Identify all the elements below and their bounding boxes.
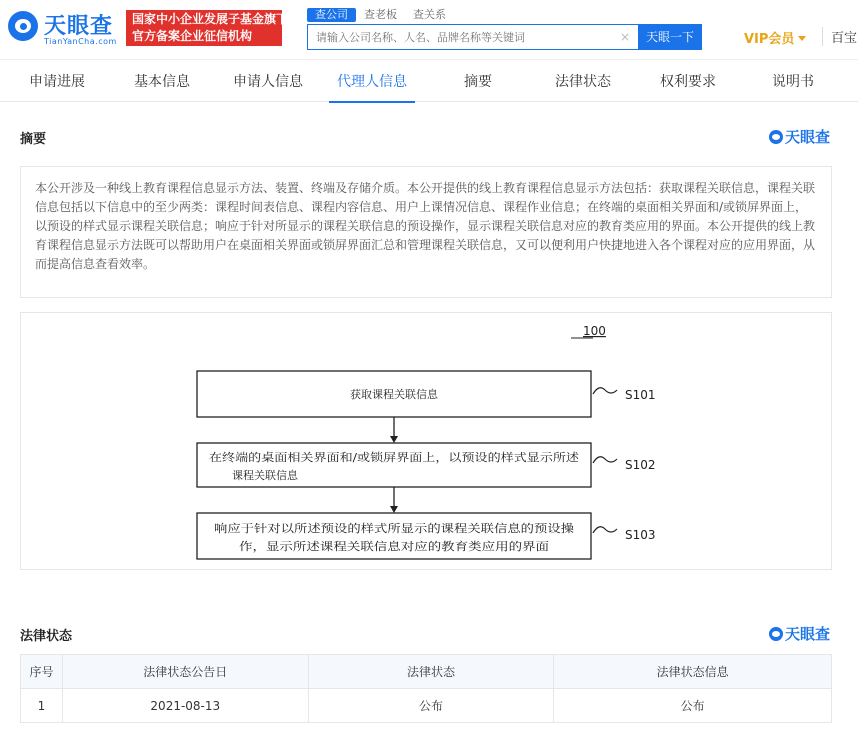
tab-legal-status[interactable]: 法律状态 <box>555 74 611 90</box>
cell-status-info: 公布 <box>554 689 832 723</box>
step-2-text-line-2: 课程关联信息 <box>232 469 298 482</box>
step-3-text-line-1: 响应于针对以所述预设的样式所显示的课程关联信息的预设操 <box>214 522 511 535</box>
watermark-text: 天眼查 <box>784 128 830 146</box>
step-3-leader <box>593 527 617 533</box>
step-1-label: S101 <box>625 388 656 402</box>
search-input[interactable] <box>308 25 618 49</box>
tab-description[interactable]: 说明书 <box>772 74 814 90</box>
tab-claims[interactable]: 权利要求 <box>660 74 716 90</box>
tab-agent-info[interactable]: 代理人信息 <box>337 62 407 102</box>
eye-logo-icon <box>8 11 38 41</box>
cell-index: 1 <box>21 689 63 723</box>
eye-logo-icon <box>769 627 783 641</box>
watermark-text: 天眼查 <box>784 625 830 643</box>
figure-number: 100 <box>583 324 606 338</box>
official-badge[interactable] <box>126 10 289 46</box>
patent-figure <box>20 312 832 570</box>
caret-down-icon <box>798 36 806 41</box>
table-header-row <box>21 655 832 689</box>
step-3-label: S103 <box>625 528 656 542</box>
table-row <box>21 689 832 723</box>
step-2-label: S102 <box>625 458 656 472</box>
cell-status: 公布 <box>308 689 554 723</box>
step-3-text-line-2: 作，显示所述课程关联信息对应的教育类应用的界面 <box>239 540 492 553</box>
step-2-text-line-1: 在终端的桌面相关界面和/或锁屏界面上，以预设的样式显示所述 <box>209 451 521 464</box>
column-header-status: 法律状态 <box>308 655 554 689</box>
header-right-link[interactable]: 百宝 <box>822 27 857 46</box>
column-header-date: 法律状态公告日 <box>62 655 308 689</box>
logo-subtext: TianYanCha.com <box>44 37 117 46</box>
search-tab-boss[interactable]: 查老板 <box>364 8 397 21</box>
search-box <box>307 24 638 50</box>
cell-date: 2021-08-13 <box>62 689 308 723</box>
detail-nav-tabs <box>0 62 858 102</box>
arrow-2-head <box>390 506 398 513</box>
legal-status-title: 法律状态 <box>20 629 73 644</box>
search-type-tabs <box>307 8 454 24</box>
search-tab-company[interactable]: 查公司 <box>307 8 356 22</box>
column-header-index: 序号 <box>21 655 63 689</box>
site-logo[interactable] <box>8 9 120 47</box>
step-1-text: 获取课程关联信息 <box>350 388 438 401</box>
tab-applicant-info[interactable]: 申请人信息 <box>233 74 303 90</box>
badge-line-2: 官方备案企业征信机构 <box>132 29 253 43</box>
site-header <box>0 0 858 60</box>
abstract-title: 摘要 <box>20 132 47 147</box>
legal-watermark <box>769 623 830 644</box>
abstract-watermark <box>769 126 830 147</box>
abstract-text: 本公开涉及一种线上教育课程信息显示方法、装置、终端及存储介质。本公开提供的线上教育课程信息显示方法包括：获取课程关联信息，课程关联信息包括以下信息中的至少两类：课程时间表信息、课程内容信息、用户上课情况信息、课程作业信息；在终端的桌面相关界面和/或锁屏界面上，以预设的样式显示课程关联信息；响应于针对所显示的课程关联信息的预设操作，显示课程关联信息对应的教育类应用的界面。本公开提供的线上教育课程信息显示方法既可以帮助用户在桌面相关界面或锁屏界面汇总和管理课程关联信息，又可以便利用户快捷地进入各个课程对应的应用界面，从而提高信息查看效率。 <box>20 166 832 298</box>
step-2-leader <box>593 457 617 463</box>
vip-label: VIP会员 <box>744 32 795 47</box>
legal-status-table <box>20 654 832 723</box>
search-tab-relation[interactable]: 查关系 <box>413 8 446 21</box>
eye-logo-icon <box>769 130 783 144</box>
step-1-leader <box>593 388 617 394</box>
column-header-status-info: 法律状态信息 <box>554 655 832 689</box>
tab-basic-info[interactable]: 基本信息 <box>134 74 190 90</box>
arrow-1-head <box>390 436 398 443</box>
tab-abstract[interactable]: 摘要 <box>464 74 492 90</box>
tab-application-progress[interactable]: 申请进展 <box>29 74 85 90</box>
badge-line-1: 国家中小企业发展子基金旗下 <box>132 12 289 26</box>
flowchart-diagram <box>21 313 833 571</box>
search-button[interactable]: 天眼一下 <box>638 24 702 50</box>
vip-menu[interactable] <box>744 28 806 47</box>
clear-icon[interactable]: × <box>619 30 630 44</box>
logo-text: 天眼查 <box>44 14 114 39</box>
